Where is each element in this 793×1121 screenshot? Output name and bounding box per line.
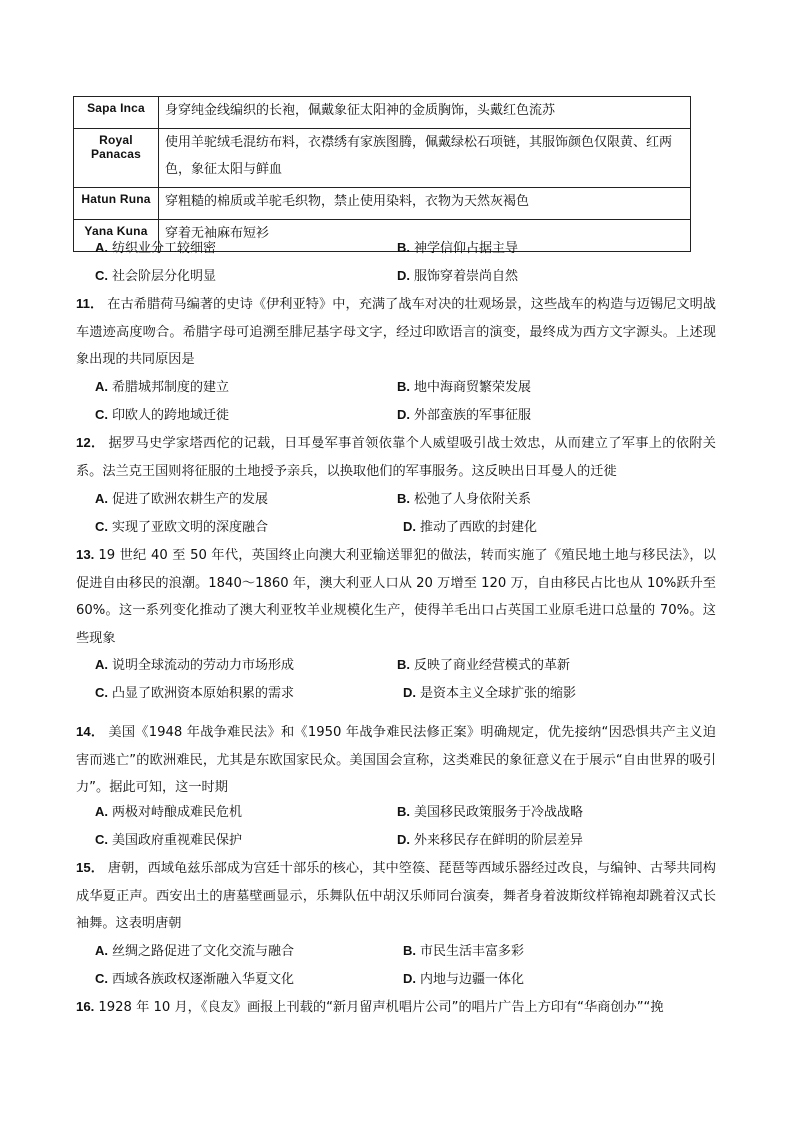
table-row [74, 129, 691, 188]
table-row [74, 97, 691, 129]
option-a[interactable]: A. 希腊城邦制度的建立 [95, 379, 230, 395]
table-class-cell: Royal Panacas [74, 129, 159, 188]
option-b[interactable]: B. 美国移民政策服务于冷战战略 [397, 804, 584, 820]
table-row [74, 188, 691, 220]
question-14: 14． 美国《1948 年战争难民法》和《1950 年战争难民法修正案》明确规定，优先接纳“因恐惧共产主义迫害而逃亡”的欧洲难民，尤其是东欧国家民众。美国国会宣称，这类难民的象征意义在于展示“自由世界的吸引力”。据此可知，这一时期 [76, 724, 716, 796]
question-12: 12． 据罗马史学家塔西佗的记载，日耳曼军事首领依靠个人威望吸引战士效忠，从而建立了军事上的依附关系。法兰克王国则将征服的土地授予亲兵，以换取他们的军事服务。这反映出日耳曼人的迁徙 [76, 435, 716, 479]
question-13: 13. 19 世纪 40 至 50 年代，英国终止向澳大利亚输送罪犯的做法，转而实施了《殖民地土地与移民法》，以促进自由移民的浪潮。1840～1860 年，澳大利亚人口从 20 万增至 120 万，自由移民占比也从 10%跃升至 60%。这一系列变化推动了澳大利亚牧羊业规模化生产，使得羊毛出口占英国工业原毛进口总量的 70%。这些现象 [76, 547, 716, 646]
option-c[interactable]: C. 美国政府重视难民保护 [95, 832, 243, 848]
option-c[interactable]: C. 西域各族政权逐渐融入华夏文化 [95, 971, 295, 987]
option-c[interactable]: C. 社会阶层分化明显 [95, 268, 217, 284]
option-d[interactable]: D. 推动了西欧的封建化 [403, 519, 538, 535]
table-desc-cell: 使用羊驼绒毛混纺布料，衣襟绣有家族图腾，佩戴绿松石项链，其服饰颜色仅限黄、红两色，象征太阳与鲜血 [159, 129, 691, 188]
option-c[interactable]: C. 印欧人的跨地域迁徙 [95, 407, 230, 423]
option-b[interactable]: B. 市民生活丰富多彩 [403, 943, 525, 959]
table-desc-cell: 穿粗糙的棉质或羊驼毛织物，禁止使用染料，衣物为天然灰褐色 [159, 188, 691, 220]
table-class-cell: Yana Kuna [74, 220, 159, 252]
table-desc-cell: 穿着无袖麻布短衫 [159, 220, 691, 252]
question-16: 16. 1928 年 10 月，《良友》画报上刊载的“新月留声机唱片公司”的唱片广告上方印有“华商创办”“挽 [76, 999, 664, 1015]
question-15: 15． 唐朝，西域龟兹乐部成为宫廷十部乐的核心，其中箜篌、琵琶等西域乐器经过改良，与编钟、古琴共同构成华夏正声。西安出土的唐墓壁画显示，乐舞队伍中胡汉乐师同台演奏，舞者身着波斯纹样锦袍却跳着汉式长袖舞。这表明唐朝 [76, 860, 716, 932]
table-class-cell: Sapa Inca [74, 97, 159, 129]
option-a[interactable]: A. 两极对峙酿成难民危机 [95, 804, 243, 820]
option-b[interactable]: B. 反映了商业经营模式的革新 [397, 657, 571, 673]
option-d[interactable]: D. 内地与边疆一体化 [403, 971, 525, 987]
option-b[interactable]: B. 神学信仰占据主导 [397, 240, 519, 256]
option-d[interactable]: D. 外来移民存在鲜明的阶层差异 [397, 832, 584, 848]
question-11: 11． 在古希腊荷马编著的史诗《伊利亚特》中，充满了战车对决的壮观场景，这些战车的构造与迈锡尼文明战车遗迹高度吻合。希腊字母可追溯至腓尼基字母文字，经过印欧语言的演变，最终成为西方文字源头。上述现象出现的共同原因是 [76, 296, 716, 368]
option-c[interactable]: C. 实现了亚欧文明的深度融合 [95, 519, 269, 535]
inca-clothing-table [73, 96, 691, 252]
option-a[interactable]: A. 促进了欧洲农耕生产的发展 [95, 491, 269, 507]
option-d[interactable]: D. 外部蛮族的军事征服 [397, 407, 532, 423]
option-b[interactable]: B. 地中海商贸繁荣发展 [397, 379, 532, 395]
option-d[interactable]: D. 是资本主义全球扩张的缩影 [403, 685, 577, 701]
option-a[interactable]: A. 纺织业分工较细密 [95, 240, 217, 256]
option-b[interactable]: B. 松弛了人身依附关系 [397, 491, 532, 507]
table-class-cell: Hatun Runa [74, 188, 159, 220]
option-a[interactable]: A. 说明全球流动的劳动力市场形成 [95, 657, 295, 673]
option-d[interactable]: D. 服饰穿着崇尚自然 [397, 268, 519, 284]
option-a[interactable]: A. 丝绸之路促进了文化交流与融合 [95, 943, 295, 959]
option-c[interactable]: C. 凸显了欧洲资本原始积累的需求 [95, 685, 295, 701]
table-desc-cell: 身穿纯金线编织的长袍，佩戴象征太阳神的金质胸饰，头戴红色流苏 [159, 97, 691, 129]
